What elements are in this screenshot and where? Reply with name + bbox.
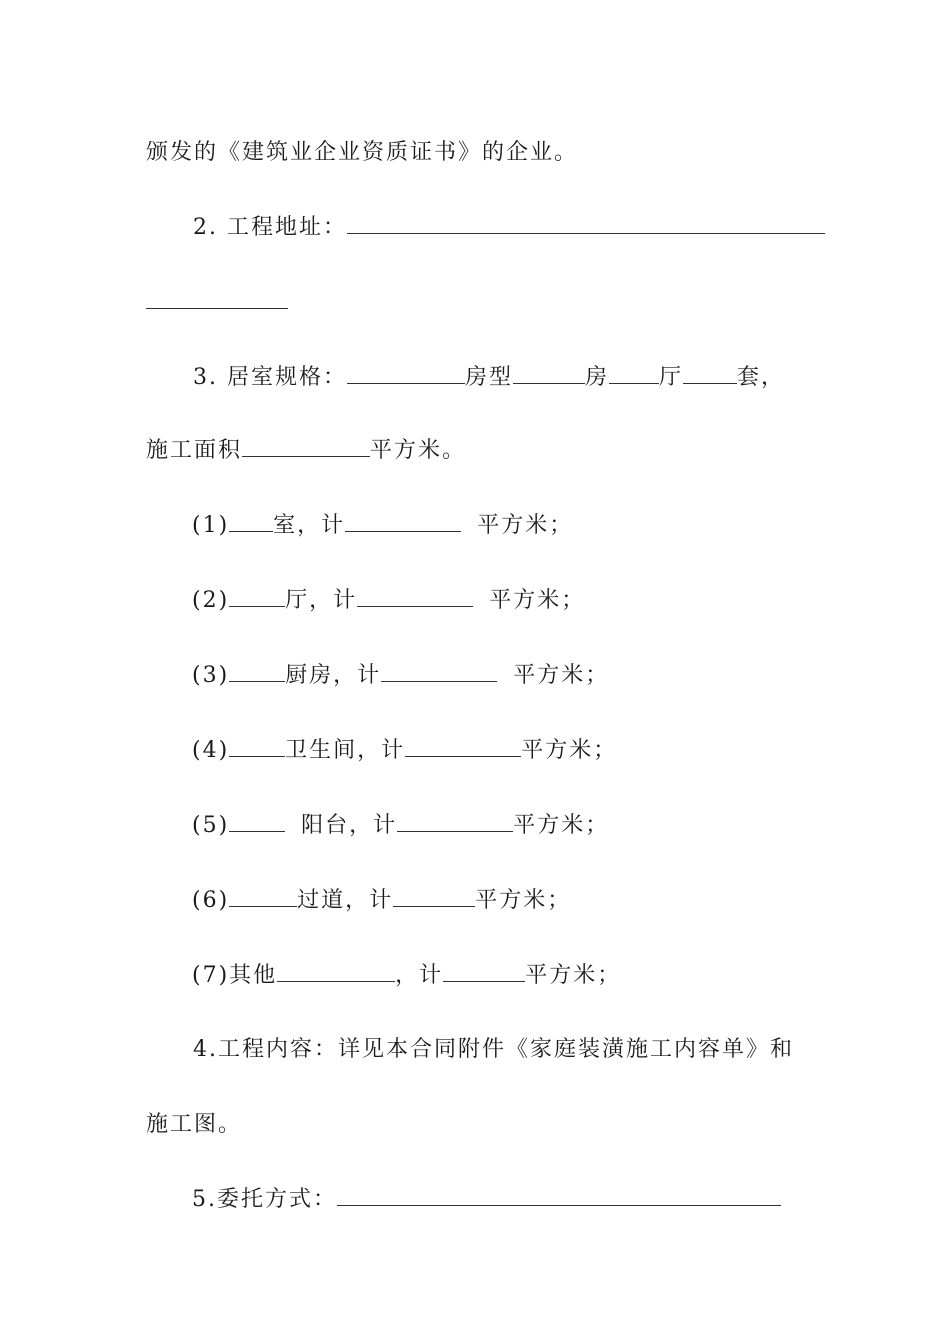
sub-item-number: (6) [192,888,230,913]
sub-item-unit: 平方米； [525,963,622,988]
item-project-content [193,1035,794,1065]
sub-item-area-blank [397,811,513,832]
set-label: 套， [737,365,786,390]
sub-item-4 [192,736,617,766]
sub-item-count-blank [229,511,273,532]
hall-label: 厅 [659,365,684,390]
sub-item-room: 卫生间，计 [285,738,406,763]
sub-item-area-blank [381,661,497,682]
item-project-content-continued [146,1110,242,1140]
sub-item-unit: 平方米； [513,663,610,688]
sub-item-count-blank [229,586,285,607]
room-type-blank [513,363,585,384]
sub-item-unit: 平方米； [489,588,586,613]
sub-item-unit: 平方米； [477,513,574,538]
sub-item-6 [192,886,571,916]
sub-item-area-blank [443,961,525,982]
sub-item-area-blank [393,886,475,907]
project-content-text-continued: 施工图。 [146,1112,243,1137]
sub-item-unit: 平方米； [475,888,572,913]
room-count-blank [609,363,659,384]
sub-item-2 [192,586,585,616]
sub-item-count-blank [229,811,285,832]
sub-item-number: (2) [192,588,230,613]
sub-item-5 [192,811,609,841]
construction-area-label: 施工面积 [146,438,243,463]
sub-item-unit: 平方米； [521,738,618,763]
room-type-label: 房型 [464,365,513,390]
project-address-blank [347,213,825,234]
sub-item-room: ，计 [395,963,444,988]
room-spec-blank [347,363,465,384]
room-spec-label: 3. 居室规格： [193,365,347,390]
commission-method-blank [337,1185,781,1206]
sub-item-count-blank [229,886,297,907]
paragraph-qualification [146,138,578,168]
sub-item-area-blank [405,736,521,757]
sub-item-count-blank [229,736,285,757]
sub-item-number: (4) [192,738,230,763]
sub-item-number: (5) [192,813,230,838]
sub-item-number: (7)其他 [192,963,278,988]
sub-item-unit: 平方米； [513,813,610,838]
sub-item-other-blank [277,961,395,982]
sub-item-1 [192,511,573,541]
qualification-text: 颁发的《建筑业企业资质证书》的企业。 [146,140,579,165]
room-label: 房 [585,365,610,390]
sub-item-3 [192,661,609,691]
sub-item-room: 过道，计 [297,888,394,913]
hall-count-blank [683,363,737,384]
construction-area-unit: 平方米。 [370,438,467,463]
sub-item-number: (3) [192,663,230,688]
project-address-label: 2. 工程地址： [193,215,347,240]
project-content-text: 4.工程内容：详见本合同附件《家庭装潢施工内容单》和 [193,1037,794,1062]
commission-method-label: 5.委托方式： [192,1187,337,1212]
sub-item-room: 阳台，计 [301,813,398,838]
sub-item-count-blank [229,661,285,682]
construction-area-blank [242,436,370,457]
construction-area [146,436,466,466]
sub-item-number: (1) [192,513,230,538]
sub-item-room: 厨房，计 [285,663,382,688]
item-project-address [193,213,825,243]
sub-item-room: 室，计 [273,513,346,538]
sub-item-area-blank [345,511,461,532]
item-commission-method [192,1185,781,1215]
project-address-blank-continued [146,307,288,309]
item-room-spec [193,363,785,393]
sub-item-7 [192,961,621,991]
sub-item-room: 厅，计 [285,588,358,613]
sub-item-area-blank [357,586,473,607]
